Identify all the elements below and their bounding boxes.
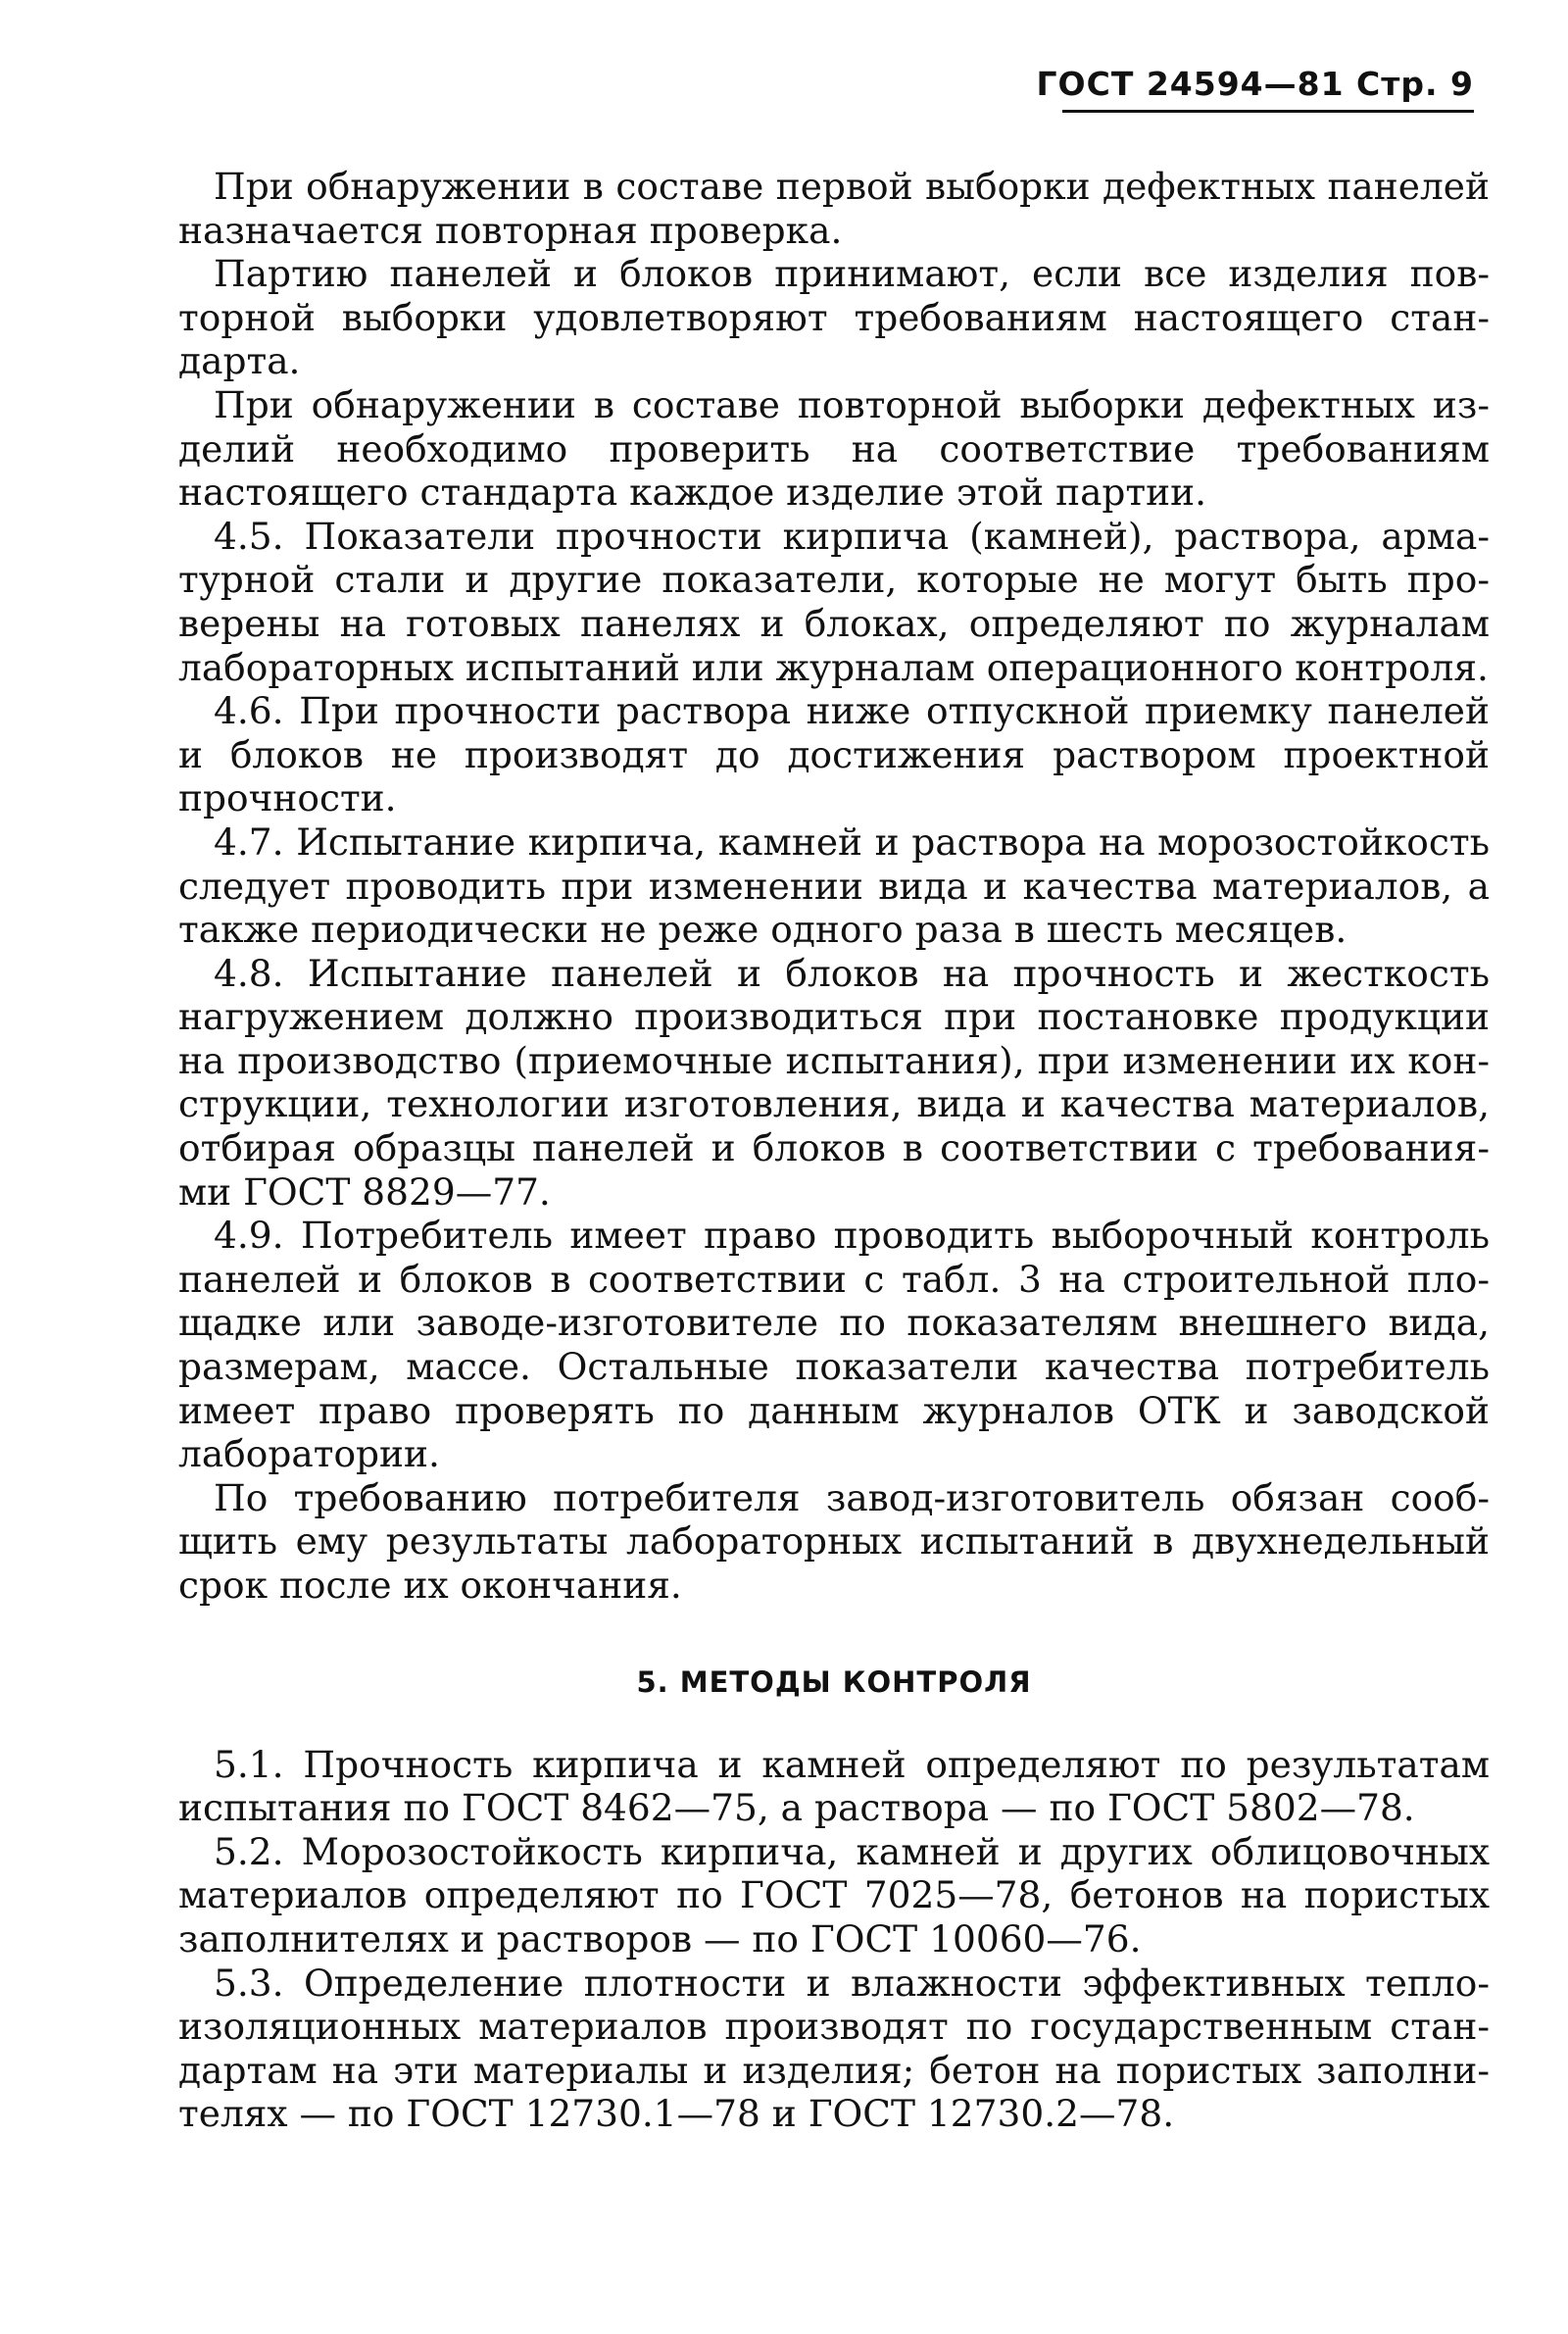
paragraph-repeat-check: При обнаружении в составе первой выборки дефектных панелей назначается повторная проверка. bbox=[178, 165, 1490, 252]
body-text bbox=[178, 165, 1490, 2136]
paragraph-4-8: 4.8. Испытание панелей и блоков на прочность и жесткость нагружением должно производиться при постановке продукции на производство (приемочные испытания), при изменении их конструкции, технологии изготовления, вида и качества материалов, отбирая образцы панелей и блоков в соответствии с требованиями ГОСТ 8829—77. bbox=[178, 951, 1490, 1214]
paragraph-4-5: 4.5. Показатели прочности кирпича (камней), раствора, арматурной стали и другие показатели, которые не могут быть проверены на готовых панелях и блоках, определяют по журналам лабораторных испытаний или журналам операционного контроля. bbox=[178, 514, 1490, 689]
paragraph-5-1: 5.1. Прочность кирпича и камней определяют по результатам испытания по ГОСТ 8462—75, а раствора — по ГОСТ 5802—78. bbox=[178, 1742, 1490, 1830]
paragraph-4-9: 4.9. Потребитель имеет право проводить выборочный контроль панелей и блоков в соответствии с табл. 3 на строительной площадке или заводе-изготовителе по показателям внешнего вида, размерам, массе. Остальные показатели качества потребитель имеет право проверять по данным журналов ОТК и заводской лаборатории. bbox=[178, 1214, 1490, 1476]
paragraph-5-2: 5.2. Морозостойкость кирпича, камней и других облицовочных материалов определяют по ГОСТ 7025—78, бетонов на пористых заполнителях и растворов — по ГОСТ 10060—76. bbox=[178, 1829, 1490, 1961]
running-head: ГОСТ 24594—81 Стр. 9 bbox=[1036, 65, 1474, 103]
paragraph-4-6: 4.6. При прочности раствора ниже отпускной приемку панелей и блоков не производят до достижения раствором проектной прочности. bbox=[178, 689, 1490, 820]
paragraph-batch-acceptance: Партию панелей и блоков принимают, если все изделия повторной выборки удовлетворяют требованиям настоящего стандарта. bbox=[178, 252, 1490, 383]
paragraph-5-3: 5.3. Определение плотности и влажности эффективных теплоизоляционных материалов производят по государственным стандартам на эти материалы и изделия; бетон на пористых заполнителях — по ГОСТ 12730.1—78 и ГОСТ 12730.2—78. bbox=[178, 1961, 1490, 2136]
paragraph-4-7: 4.7. Испытание кирпича, камней и раствора на морозостойкость следует проводить при изменении вида и качества материалов, а также периодически не реже одного раза в шесть месяцев. bbox=[178, 819, 1490, 952]
paragraph-lab-results: По требованию потребителя завод-изготовитель обязан сообщить ему результаты лабораторных испытаний в двухнедельный срок после их окончания. bbox=[178, 1475, 1490, 1607]
paragraph-defects-repeat: При обнаружении в составе повторной выборки дефектных изделий необходимо проверить на соответствие требованиям настоящего стандарта каждое изделие этой партии. bbox=[178, 382, 1490, 515]
header-rule bbox=[1062, 110, 1474, 113]
section-title: 5. МЕТОДЫ КОНТРОЛЯ bbox=[636, 1664, 1032, 1699]
